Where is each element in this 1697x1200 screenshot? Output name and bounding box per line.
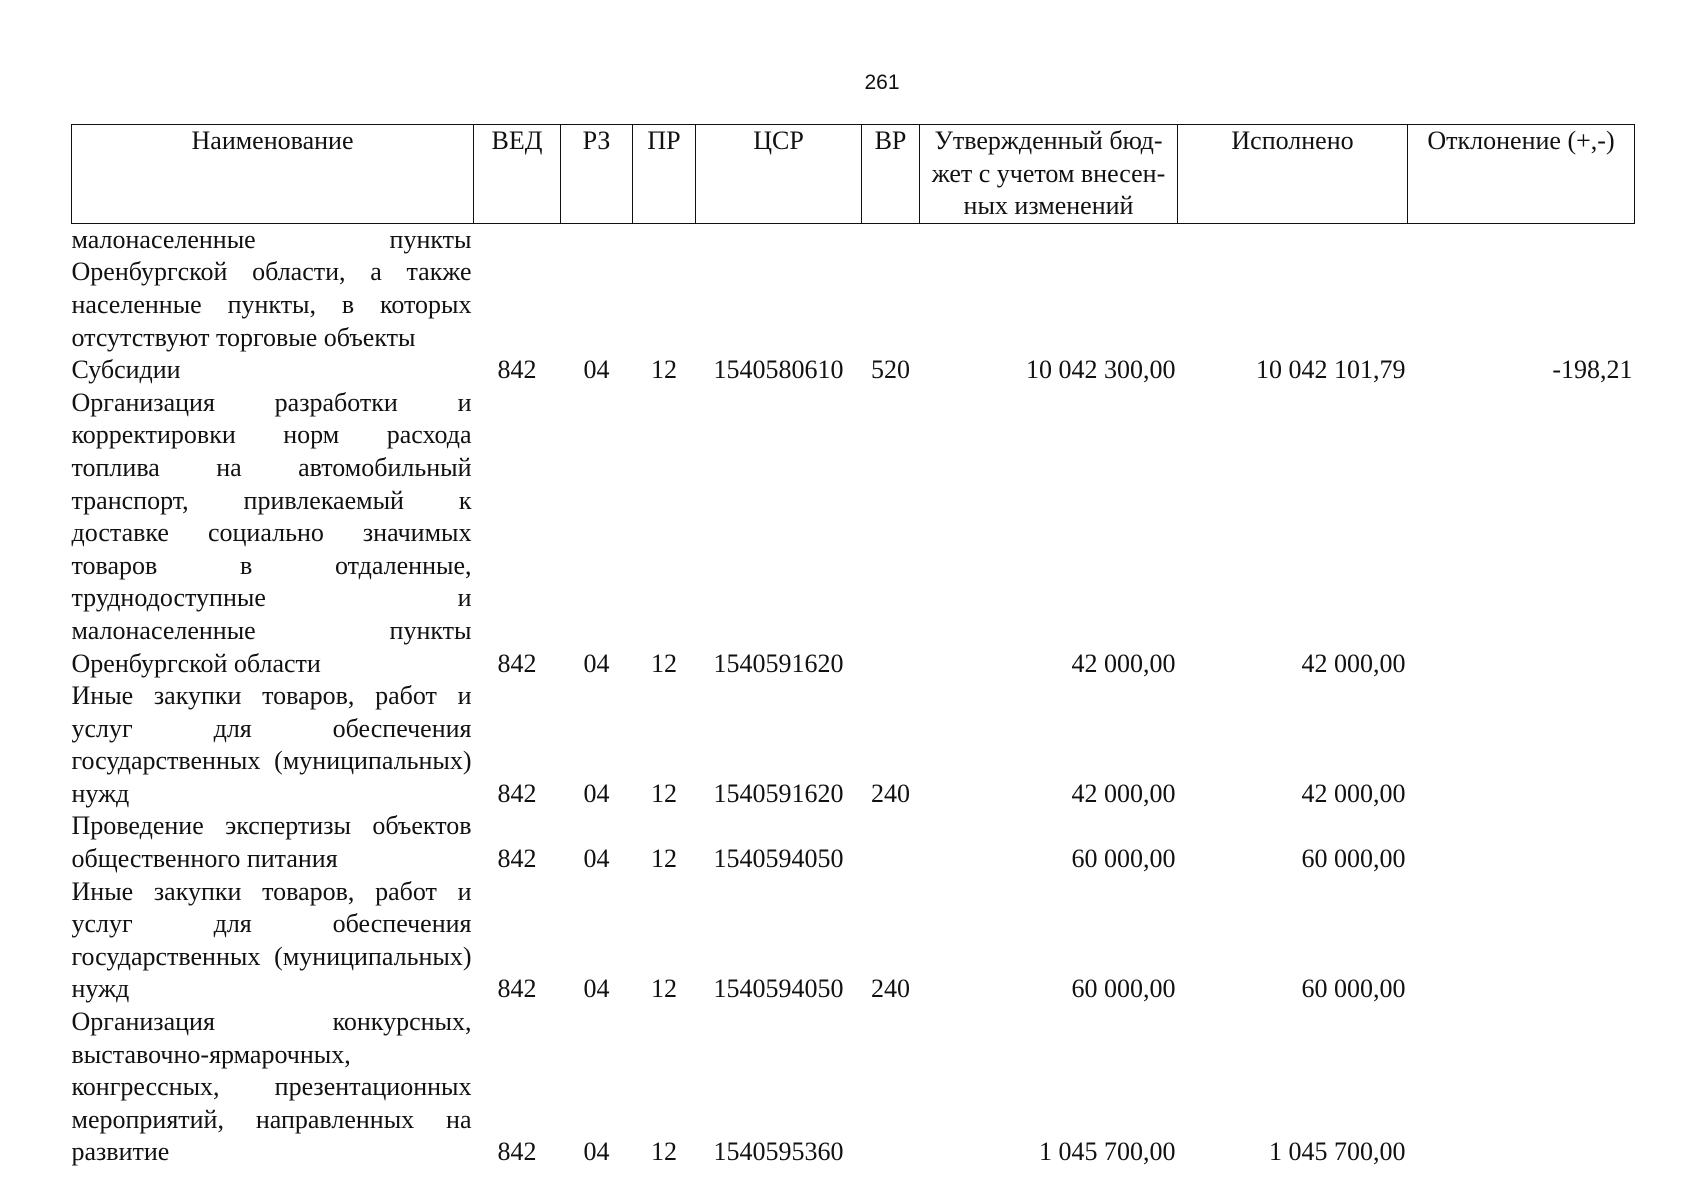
row-rz: 04 [583, 1137, 610, 1167]
header-name: Наименование [72, 125, 474, 224]
row-deviation [1408, 223, 1635, 354]
row-csr [696, 223, 862, 354]
row-executed: 42 000,00 [1301, 648, 1406, 678]
page-number: 261 [864, 71, 900, 94]
row-deviation [1408, 1006, 1635, 1169]
header-deviation: Отклонение (+,-) [1408, 125, 1635, 224]
row-executed [1178, 223, 1408, 354]
row-vr: 240 [871, 974, 910, 1004]
row-ved: 842 [497, 778, 537, 808]
row-approved: 60 000,00 [1071, 974, 1176, 1004]
table-row [72, 876, 1635, 1006]
table-row [72, 1006, 1635, 1169]
row-pr: 12 [651, 844, 677, 874]
row-ved: 842 [497, 355, 537, 385]
row-approved: 42 000,00 [1071, 778, 1176, 808]
row-name: Проведение экспертизы объектов общественного питания [71, 811, 472, 874]
row-pr: 12 [651, 778, 677, 808]
header-ved: ВЕД [474, 125, 561, 224]
header-pr: ПР [633, 125, 696, 224]
row-deviation [1408, 680, 1635, 810]
row-csr: 1540580610 [713, 355, 844, 385]
row-approved: 42 000,00 [1071, 648, 1176, 678]
row-executed: 60 000,00 [1301, 844, 1406, 874]
row-ved: 842 [497, 1137, 537, 1167]
row-rz: 04 [583, 778, 610, 808]
row-vr [862, 1006, 920, 1169]
row-pr: 12 [651, 355, 677, 385]
row-vr [862, 387, 920, 680]
header-rz: РЗ [561, 125, 633, 224]
row-approved [920, 223, 1178, 354]
row-vr: 240 [871, 778, 910, 808]
row-deviation [1408, 810, 1635, 875]
row-deviation: -198,21 [1552, 355, 1633, 385]
row-approved: 10 042 300,00 [1026, 355, 1176, 385]
row-name: Иные закупки товаров, работ и услуг для обеспечения государственных (муниципальных) нужд [71, 876, 472, 1004]
row-rz: 04 [583, 355, 610, 385]
row-approved: 60 000,00 [1071, 844, 1176, 874]
row-csr: 1540594050 [713, 844, 844, 874]
row-ved: 842 [497, 974, 537, 1004]
row-vr: 520 [871, 355, 910, 385]
row-executed: 42 000,00 [1301, 778, 1406, 808]
row-executed: 1 045 700,00 [1269, 1137, 1406, 1167]
header-vr: ВР [862, 125, 920, 224]
row-name: Организация конкурсных, выставочно-ярмарочных, конгрессных, презентационных мероприятий, направленных на развитие [71, 1007, 472, 1167]
budget-execution-table [71, 124, 1635, 1169]
row-name: Субсидии [71, 355, 181, 385]
row-ved: 842 [497, 648, 537, 678]
table-row [72, 354, 1635, 387]
table-row [72, 810, 1635, 875]
header-approved-budget: Утвержденный бюд-жет с учетом внесен-ных изменений [920, 125, 1178, 224]
row-executed: 10 042 101,79 [1256, 355, 1406, 385]
row-ved: 842 [497, 844, 537, 874]
table-row [72, 680, 1635, 810]
row-deviation [1408, 387, 1635, 680]
table-body [72, 223, 1635, 1169]
row-csr: 1540591620 [713, 778, 844, 808]
row-deviation [1408, 876, 1635, 1006]
row-rz: 04 [583, 648, 610, 678]
row-vr [862, 223, 920, 354]
row-pr [633, 223, 696, 354]
row-csr: 1540591620 [713, 648, 844, 678]
row-name: малонаселенные пункты Оренбургской области, а также населенные пункты, в которых отсутствуют торговые объекты [71, 224, 472, 352]
header-csr: ЦСР [696, 125, 862, 224]
header-executed: Исполнено [1178, 125, 1408, 224]
row-rz: 04 [583, 844, 610, 874]
row-executed: 60 000,00 [1301, 974, 1406, 1004]
row-csr: 1540594050 [713, 974, 844, 1004]
row-vr [862, 810, 920, 875]
row-name: Иные закупки товаров, работ и услуг для обеспечения государственных (муниципальных) нужд [71, 681, 472, 808]
row-rz [561, 223, 633, 354]
row-csr: 1540595360 [713, 1137, 844, 1167]
row-pr: 12 [651, 1137, 677, 1167]
row-rz: 04 [583, 974, 610, 1004]
table-row [72, 387, 1635, 680]
row-pr: 12 [651, 648, 677, 678]
row-pr: 12 [651, 974, 677, 1004]
table-header [72, 125, 1635, 224]
row-ved [474, 223, 561, 354]
table-row [72, 223, 1635, 354]
row-approved: 1 045 700,00 [1039, 1137, 1176, 1167]
row-name: Организация разработки и корректировки норм расхода топлива на автомобильный транспорт, привлекаемый к доставке социально значимых товаров в отдаленные, труднодоступные и малонаселенные пункты Оренбургской области [71, 387, 472, 678]
